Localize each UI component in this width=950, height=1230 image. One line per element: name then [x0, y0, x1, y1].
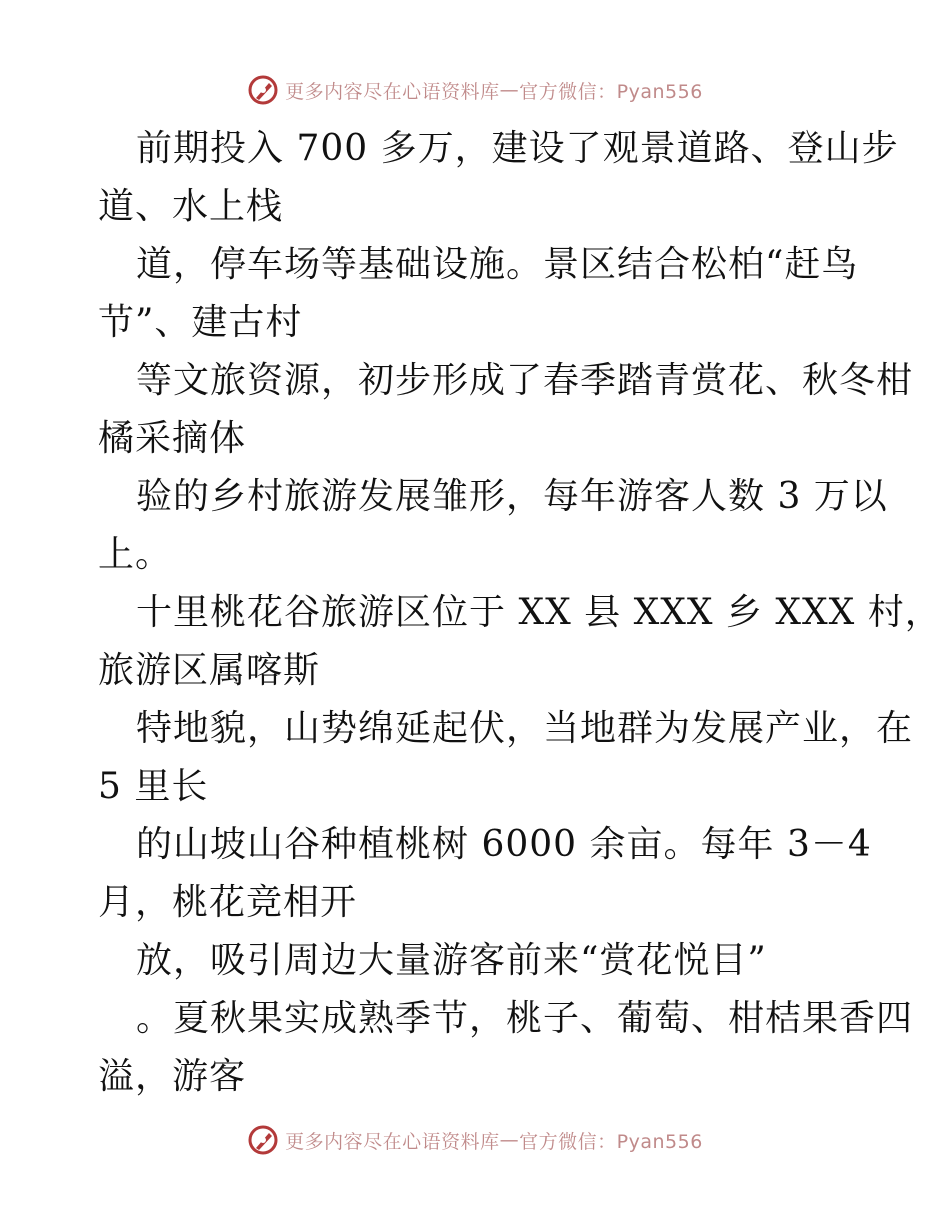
footer-wechat-text: 官方微信：Pyan556	[519, 1130, 703, 1153]
body-line: 前期投入 700 多万，建设了观景道路、登山步	[136, 128, 899, 169]
body-line: 5 里长	[98, 766, 209, 807]
body-line: 溢，游客	[98, 1056, 247, 1097]
header-site-text: 更多内容尽在心语资料库	[285, 80, 500, 103]
body-line: 旅游区属喀斯	[98, 650, 321, 691]
footer-dash: —	[499, 1129, 520, 1151]
body-line: 月，桃花竞相开	[98, 882, 358, 923]
header-banner	[0, 70, 950, 110]
header-dash: —	[499, 79, 520, 101]
footer-banner	[0, 1120, 950, 1160]
body-line: 的山坡山谷种植桃树 6000 余亩。每年 3－4	[136, 824, 872, 865]
body-line: 道，停车场等基础设施。景区结合松柏“赶鸟	[136, 244, 859, 285]
body-line: 验的乡村旅游发展雏形，每年游客人数 3 万以	[136, 476, 888, 517]
body-line: 上。	[98, 534, 173, 575]
body-line: 道、水上栈	[98, 186, 284, 227]
body-line: 等文旅资源，初步形成了春季踏青赏花、秋冬柑	[136, 360, 914, 401]
body-line: 特地貌，山势绵延起伏，当地群为发展产业，在	[136, 708, 914, 749]
body-line: 十里桃花谷旅游区位于 XX 县 XXX 乡 XXX 村，	[136, 592, 942, 633]
body-line: 橘采摘体	[98, 418, 247, 459]
body-line: 。夏秋果实成熟季节，桃子、葡萄、柑桔果香四	[136, 998, 914, 1039]
pen-circle-logo-icon	[247, 74, 279, 106]
footer-site-text: 更多内容尽在心语资料库	[285, 1130, 500, 1153]
pen-circle-logo-icon	[247, 1124, 279, 1156]
body-line: 节”、建古村	[98, 302, 303, 343]
document-body	[98, 120, 942, 1106]
header-wechat-text: 官方微信：Pyan556	[519, 80, 703, 103]
body-line: 放，吸引周边大量游客前来“赏花悦目”	[136, 940, 767, 981]
